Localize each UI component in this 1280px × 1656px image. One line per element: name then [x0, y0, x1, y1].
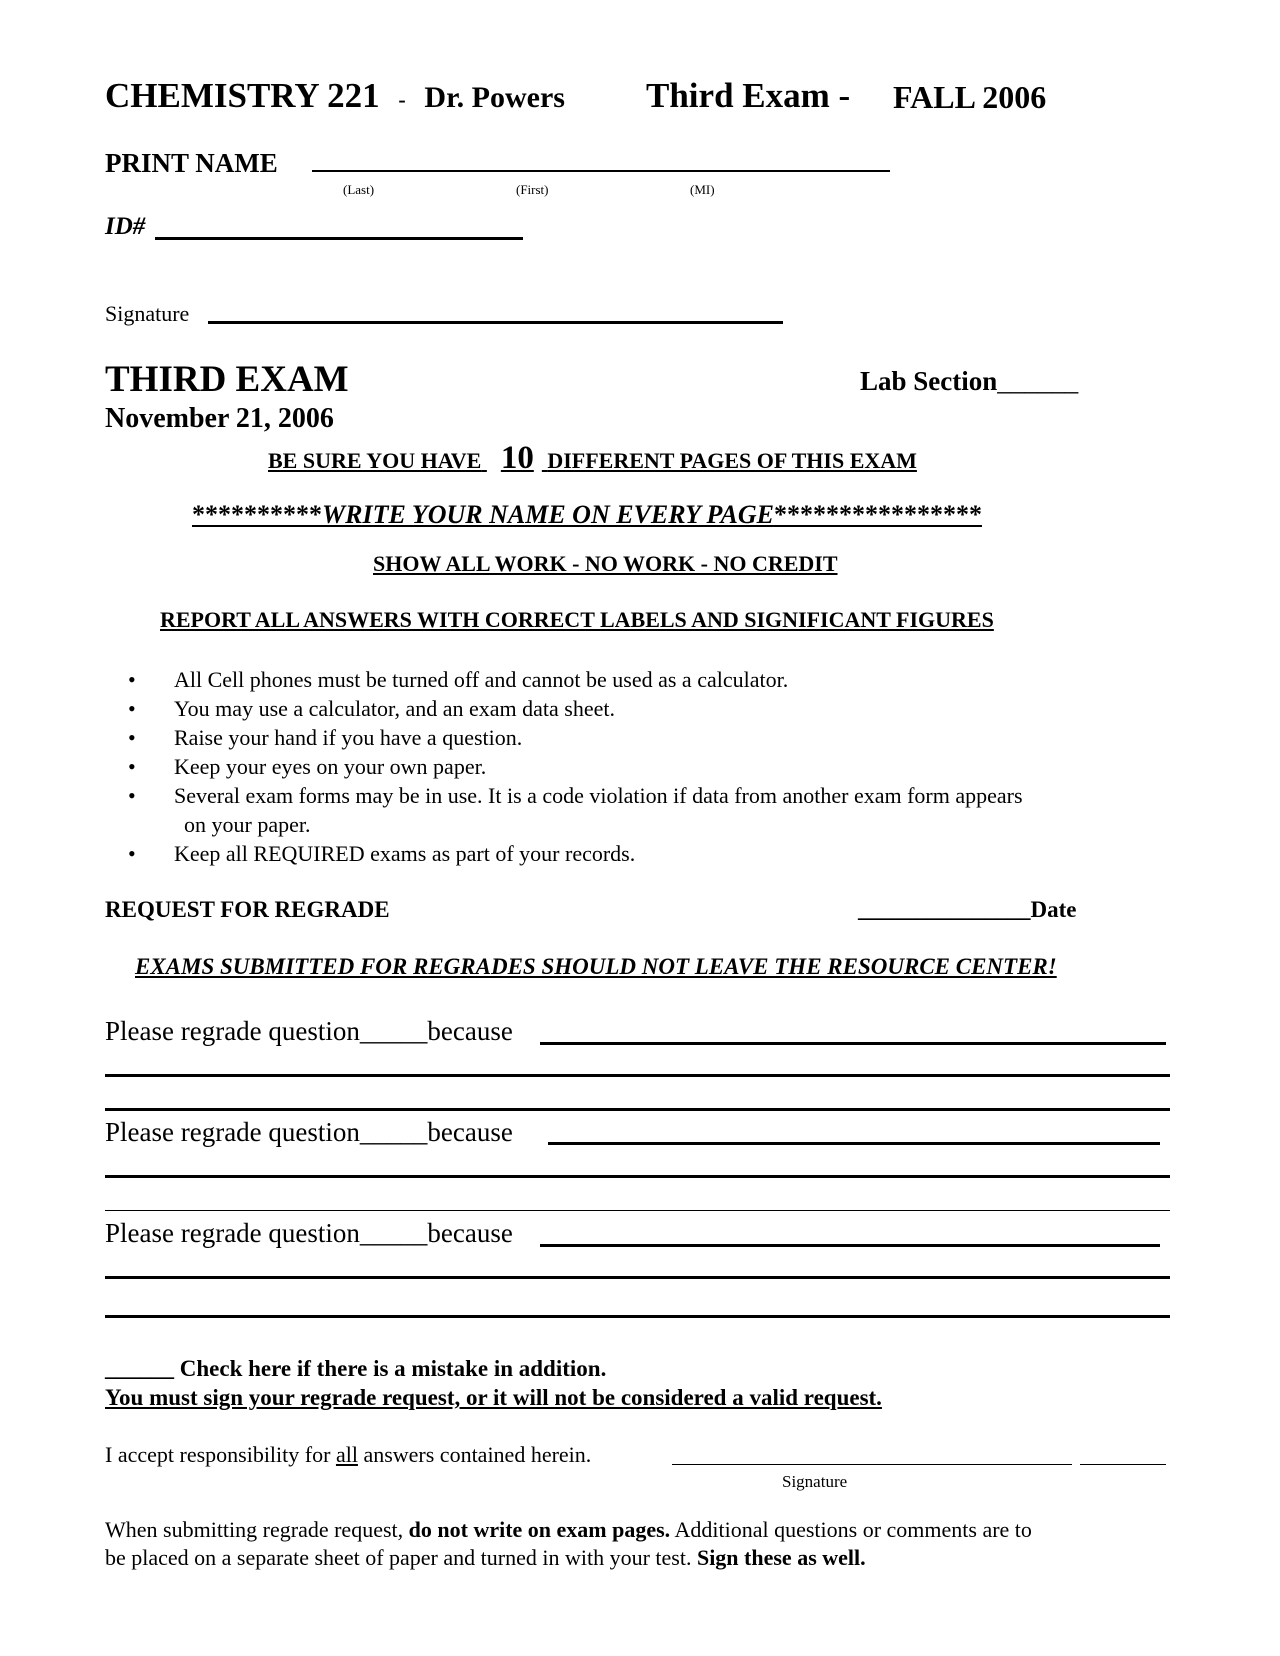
list-item-continuation	[100, 810, 1160, 839]
list-item	[100, 752, 1160, 781]
list-item	[100, 665, 1160, 694]
regrade-reason-line[interactable]	[105, 1074, 1170, 1077]
regrade-note-line-1	[105, 1517, 1032, 1543]
exam-title: THIRD EXAM	[105, 359, 349, 400]
regrade-question-blank[interactable]: _____	[359, 1117, 428, 1147]
regrade-question-blank[interactable]: _____	[359, 1218, 428, 1248]
instructor-name: Dr. Powers	[424, 81, 565, 114]
list-item	[100, 781, 1160, 810]
show-work-instruction: SHOW ALL WORK - NO WORK - NO CREDIT	[373, 551, 838, 576]
lab-section-blank[interactable]: ______	[997, 366, 1079, 396]
stars-right: ****************	[773, 500, 982, 529]
bullet-symbol: •	[128, 783, 136, 808]
regrade-question-2	[105, 1117, 513, 1148]
lab-section-label	[860, 366, 1078, 397]
regrade-question-label: Please regrade question	[105, 1117, 360, 1147]
print-name-label: PRINT NAME	[105, 148, 278, 178]
exam-date: November 21, 2006	[105, 403, 334, 434]
bullet-symbol: •	[128, 696, 136, 721]
name-every-page	[192, 500, 982, 530]
header-dash: -	[398, 87, 406, 112]
exam-name: Third Exam -	[646, 76, 851, 115]
regrade-because-label: because	[427, 1016, 513, 1046]
accept-date-line[interactable]	[1080, 1464, 1166, 1465]
accept-responsibility	[105, 1442, 591, 1468]
name-mi-caption: (MI)	[690, 182, 715, 197]
regrade-note-line-2	[105, 1545, 866, 1571]
accept-signature-line[interactable]	[672, 1464, 1072, 1465]
pages-instruction	[268, 440, 917, 477]
note-bold-2: Sign these as well.	[696, 1545, 866, 1570]
rule-text: Raise your hand if you have a question.	[174, 725, 523, 750]
note-part-2: Additional questions or comments are to	[670, 1517, 1032, 1542]
regrade-question-1	[105, 1016, 513, 1047]
exam-rules-list	[100, 665, 1160, 868]
regrade-reason-line[interactable]	[540, 1244, 1160, 1247]
pages-instruction-post: DIFFERENT PAGES OF THIS EXAM	[547, 448, 917, 473]
course-title	[105, 76, 565, 116]
regrade-date-blank[interactable]: _______________	[858, 897, 1031, 922]
accept-all: all	[335, 1442, 358, 1467]
bullet-symbol: •	[128, 841, 136, 866]
name-first-caption: (First)	[516, 182, 549, 197]
pages-instruction-pre: BE SURE YOU HAVE	[268, 448, 482, 473]
note-bold-1: do not write on exam pages.	[408, 1517, 671, 1542]
note-part-3: be placed on a separate sheet of paper and turned in with your test.	[105, 1545, 697, 1570]
name-every-page-text: WRITE YOUR NAME ON EVERY PAGE	[322, 500, 774, 529]
pages-count: 10	[500, 440, 534, 476]
regrade-question-blank[interactable]: _____	[359, 1016, 428, 1046]
regrade-question-label: Please regrade question	[105, 1218, 360, 1248]
regrade-reason-line[interactable]	[105, 1175, 1170, 1178]
bullet-symbol: •	[128, 667, 136, 692]
rule-text: All Cell phones must be turned off and cannot be used as a calculator.	[174, 667, 789, 692]
exam-term: FALL 2006	[893, 79, 1047, 115]
must-sign-notice: You must sign your regrade request, or it will not be considered a valid request.	[105, 1385, 882, 1410]
id-label: ID#	[105, 213, 146, 240]
bullet-symbol: •	[128, 754, 136, 779]
regrade-reason-line[interactable]	[540, 1042, 1166, 1045]
rule-text: You may use a calculator, and an exam data sheet.	[174, 696, 616, 721]
id-line[interactable]	[155, 237, 523, 240]
stars-left: **********	[192, 500, 322, 529]
list-item	[100, 723, 1160, 752]
regrade-reason-line[interactable]	[105, 1108, 1170, 1111]
addition-check-blank[interactable]: ______	[105, 1356, 174, 1381]
note-part-1: When submitting regrade request,	[105, 1517, 409, 1542]
bullet-symbol: •	[128, 725, 136, 750]
name-last-caption: (Last)	[343, 182, 375, 197]
regrade-date	[858, 897, 1076, 923]
print-name-line[interactable]	[312, 170, 890, 172]
accept-post: answers contained herein.	[357, 1442, 592, 1467]
signature-line[interactable]	[208, 321, 783, 324]
addition-mistake-check	[105, 1356, 606, 1382]
regrade-date-label: Date	[1030, 897, 1077, 922]
rule-text: on your paper.	[184, 812, 311, 837]
regrade-reason-line[interactable]	[105, 1276, 1170, 1279]
regrade-reason-line[interactable]	[105, 1315, 1170, 1318]
list-item	[100, 694, 1160, 723]
regrade-because-label: because	[427, 1218, 513, 1248]
signature-label: Signature	[105, 301, 190, 326]
report-answers-instruction: REPORT ALL ANSWERS WITH CORRECT LABELS AND SIGNIFICANT FIGURES	[160, 607, 994, 632]
regrade-question-3	[105, 1218, 513, 1249]
list-item	[100, 839, 1160, 868]
course-name: CHEMISTRY 221	[105, 76, 380, 115]
regrade-warning: EXAMS SUBMITTED FOR REGRADES SHOULD NOT LEAVE THE RESOURCE CENTER!	[135, 954, 1057, 979]
lab-section-text: Lab Section	[860, 366, 998, 396]
rule-text: Keep all REQUIRED exams as part of your records.	[174, 841, 636, 866]
rule-text: Several exam forms may be in use. It is a code violation if data from another exam form appears	[174, 783, 1023, 808]
regrade-because-label: because	[427, 1117, 513, 1147]
addition-check-text: Check here if there is a mistake in addition.	[179, 1356, 607, 1381]
rule-text: Keep your eyes on your own paper.	[174, 754, 487, 779]
regrade-reason-line[interactable]	[105, 1210, 1170, 1211]
accept-pre: I accept responsibility for	[105, 1442, 336, 1467]
regrade-question-label: Please regrade question	[105, 1016, 360, 1046]
regrade-reason-line[interactable]	[548, 1142, 1160, 1145]
regrade-title: REQUEST FOR REGRADE	[105, 897, 390, 922]
signature-caption: Signature	[782, 1472, 848, 1491]
